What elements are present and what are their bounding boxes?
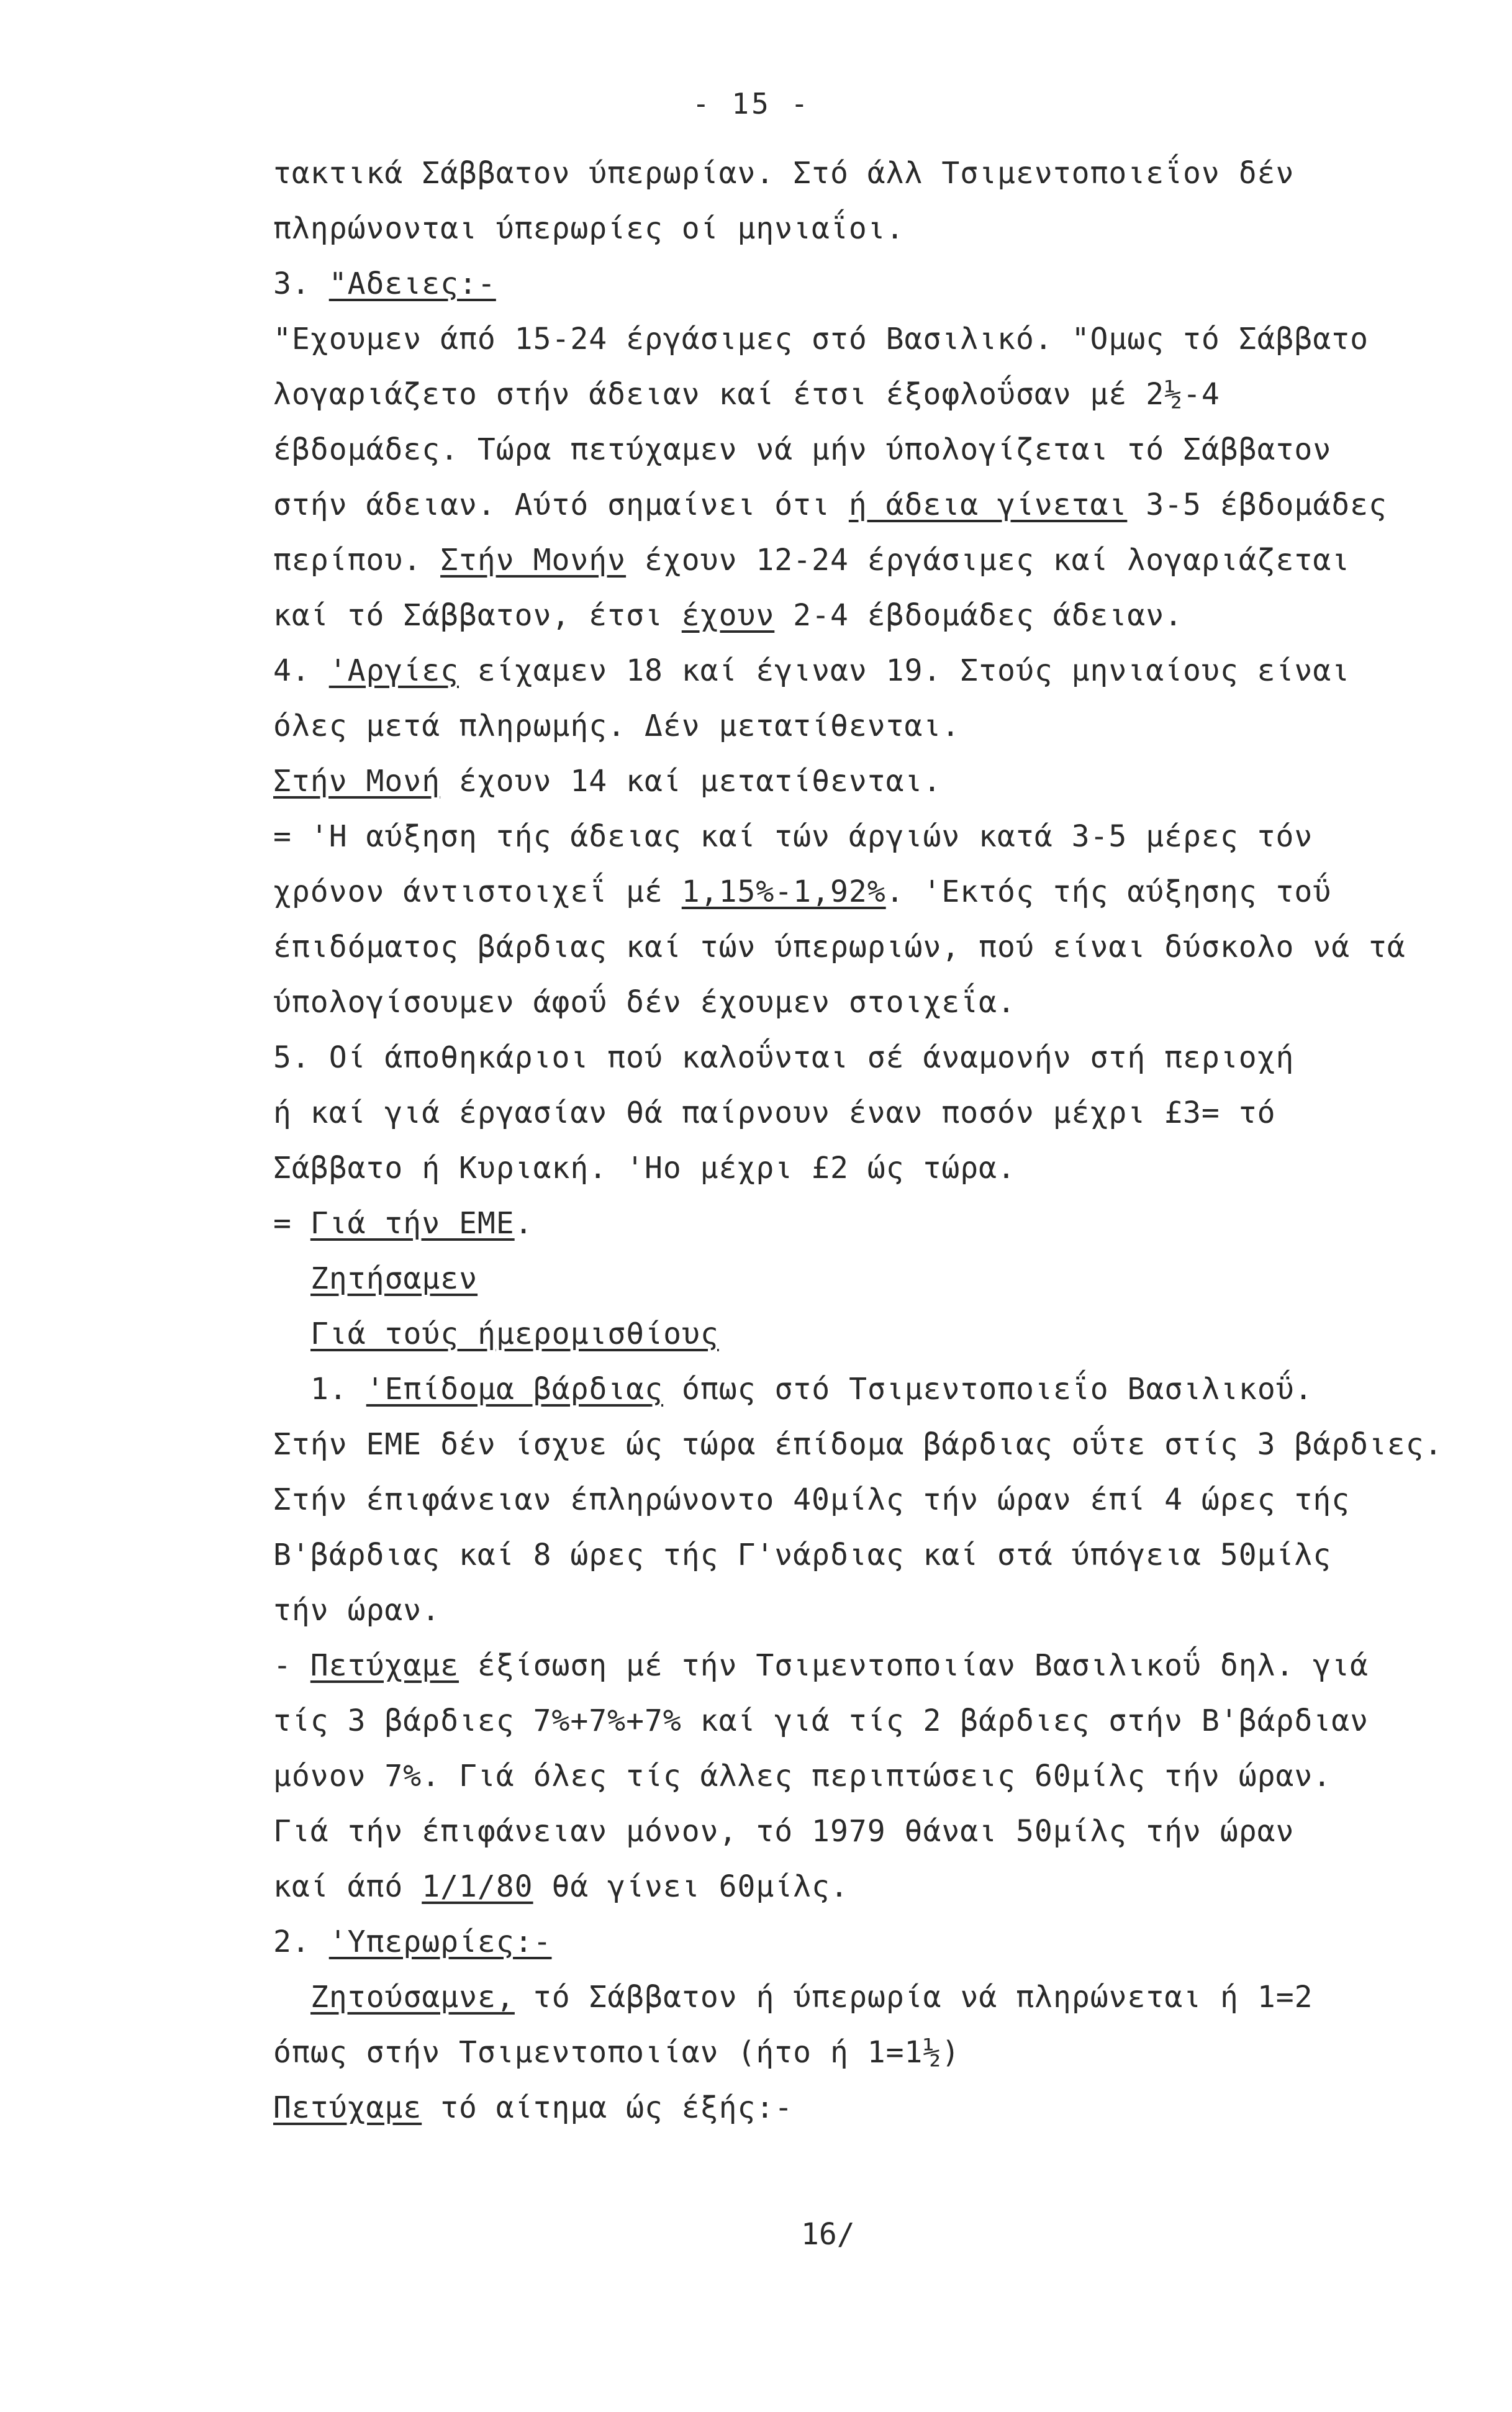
text-line <box>273 1307 1472 1362</box>
underlined-text: 'Υπερωρίες:- <box>328 1925 552 1959</box>
text-line <box>273 201 1472 256</box>
text-segment: 3. <box>273 266 329 301</box>
text-segment: μόνον 7%. Γιά όλες τίς άλλες περιπτώσεις 60μίλς τήν ώραν. <box>273 1759 1332 1793</box>
text-line <box>273 1086 1472 1141</box>
underlined-text: Στήν Μονή <box>273 764 441 799</box>
text-segment: . 'Εκτός τής αύξησης τοΰ <box>885 874 1332 909</box>
text-line <box>273 1915 1472 1970</box>
text-segment: "Εχουμεν άπό 15-24 έργάσιμες στό Βασιλικό. "Ομως τό Σάββατο <box>273 322 1369 356</box>
text-line <box>273 1472 1472 1528</box>
underlined-text: Ζητούσαμνε, <box>310 1980 515 2015</box>
text-segment: Β'βάρδιας καί 8 ώρες τής Γ'νάρδιας καί στά ύπόγεια 50μίλς <box>273 1538 1332 1572</box>
text-segment: 4. <box>273 653 329 688</box>
text-segment: Στήν ΕΜΕ δέν ίσχυε ώς τώρα έπίδομα βάρδιας οΰτε στίς 3 βάρδιες. <box>273 1427 1443 1462</box>
text-segment: χρόνον άντιστοιχεΐ μέ <box>273 874 682 909</box>
text-line <box>273 312 1472 367</box>
text-line <box>273 1030 1472 1086</box>
text-line <box>273 2025 1472 2080</box>
text-segment: έβδομάδες. Τώρα πετύχαμεν νά μήν ύπολογίζεται τό Σάββατον <box>273 432 1332 467</box>
underlined-text: 1/1/80 <box>422 1869 533 1904</box>
text-segment: = 'Η αύξηση τής άδειας καί τών άργιών κατά 3-5 μέρες τόν <box>273 819 1313 854</box>
text-line <box>273 146 1472 201</box>
text-segment: Σάββατο ή Κυριακή. 'Ηο μέχρι £2 ώς τώρα. <box>273 1151 1016 1186</box>
underlined-text: 'Αργίες <box>328 653 459 688</box>
text-segment: τακτικά Σάββατον ύπερωρίαν. Στό άλλ Τσιμεντοποιεΐον δέν <box>273 156 1295 191</box>
text-line <box>273 643 1472 699</box>
continuation-marker: 16/ <box>801 2217 855 2252</box>
underlined-text: 'Επίδομα βάρδιας <box>366 1372 664 1407</box>
text-line <box>273 1638 1472 1693</box>
underlined-text: έχουν <box>681 598 775 633</box>
text-segment: τό Σάββατον ή ύπερωρία νά πληρώνεται ή 1=2 <box>514 1980 1313 2015</box>
underlined-text: 1,15%-1,92% <box>681 874 886 909</box>
text-segment: περίπου. <box>273 543 441 578</box>
text-line <box>273 1583 1472 1638</box>
text-segment: πληρώνονται ύπερωρίες οί μηνιαΐοι. <box>273 211 905 246</box>
text-segment: ή καί γιά έργασίαν θά παίρνουν έναν ποσόν μέχρι £3= τό <box>273 1095 1276 1130</box>
underlined-text: Ζητήσαμεν <box>310 1261 478 1296</box>
text-segment: τήν ώραν. <box>273 1593 441 1628</box>
underlined-text: ή άδεια γίνεται <box>848 487 1128 522</box>
text-line <box>273 1362 1472 1417</box>
text-segment: είχαμεν 18 καί έγιναν 19. Στούς μηνιαίους είναι <box>459 653 1351 688</box>
text-segment: 3-5 έβδομάδες <box>1127 487 1387 522</box>
text-line <box>273 1859 1472 1915</box>
text-line <box>273 920 1472 975</box>
document-body <box>273 146 1472 2136</box>
text-line <box>273 533 1472 588</box>
underlined-text: "Αδειες:- <box>328 266 496 301</box>
text-segment: = <box>273 1206 310 1241</box>
text-segment: θά γίνει 60μίλς. <box>533 1869 849 1904</box>
text-line <box>273 1693 1472 1749</box>
text-line <box>273 1251 1472 1307</box>
text-line <box>273 1970 1472 2025</box>
text-segment: 2. <box>273 1925 329 1959</box>
text-line <box>273 2080 1472 2136</box>
underlined-text: Γιά τούς ήμερομισθίους <box>310 1317 719 1351</box>
text-segment: έπιδόματος βάρδιας καί τών ύπερωριών, πού είναι δύσκολο νά τά <box>273 930 1406 964</box>
text-line <box>273 1804 1472 1859</box>
text-segment: καί τό Σάββατον, έτσι <box>273 598 682 633</box>
text-line <box>273 1749 1472 1804</box>
text-segment: λογαριάζετο στήν άδειαν καί έτσι έξοφλοΰσαν μέ 2½-4 <box>273 377 1220 412</box>
text-segment: - <box>273 1648 310 1683</box>
text-segment: έχουν 12-24 έργάσιμες καί λογαριάζεται <box>626 543 1351 578</box>
text-segment: όλες μετά πληρωμής. Δέν μετατίθενται. <box>273 709 961 743</box>
text-line <box>273 809 1472 864</box>
text-line <box>273 478 1472 533</box>
text-line <box>273 1417 1472 1472</box>
text-line <box>273 864 1472 920</box>
text-segment: έξίσωση μέ τήν Τσιμεντοποιίαν Βασιλικοΰ δηλ. γιά <box>458 1648 1369 1683</box>
text-line <box>273 1528 1472 1583</box>
text-segment: στήν άδειαν. Αύτό σημαίνει ότι <box>273 487 849 522</box>
text-line <box>273 754 1472 809</box>
page-number: - 15 - <box>692 87 811 120</box>
text-segment: όπως στήν Τσιμεντοποιίαν (ήτο ή 1=1½) <box>273 2035 961 2070</box>
text-segment: Γιά τήν έπιφάνειαν μόνον, τό 1979 θάναι 50μίλς τήν ώραν <box>273 1814 1295 1849</box>
text-segment: τό αίτημα ώς έξής:- <box>422 2090 794 2125</box>
text-line <box>273 256 1472 312</box>
text-segment: τίς 3 βάρδιες 7%+7%+7% καί γιά τίς 2 βάρδιες στήν Β'βάρδιαν <box>273 1703 1369 1738</box>
text-segment: Στήν έπιφάνειαν έπληρώνοντο 40μίλς τήν ώραν έπί 4 ώρες τής <box>273 1482 1351 1517</box>
underlined-text: Στήν Μονήν <box>440 543 627 578</box>
text-line <box>273 1141 1472 1196</box>
text-line <box>273 699 1472 754</box>
text-segment: έχουν 14 καί μετατίθενται. <box>440 764 942 799</box>
text-segment: 2-4 έβδομάδες άδειαν. <box>774 598 1184 633</box>
text-segment: 1. <box>310 1372 366 1407</box>
underlined-text: Πετύχαμε <box>273 2090 422 2125</box>
text-line <box>273 422 1472 478</box>
text-segment: . <box>514 1206 533 1241</box>
text-segment: καί άπό <box>273 1869 422 1904</box>
text-line <box>273 1196 1472 1251</box>
text-segment: όπως στό Τσιμεντοποιεΐο Βασιλικοΰ. <box>663 1372 1313 1407</box>
text-line <box>273 367 1472 422</box>
text-segment: ύπολογίσουμεν άφοΰ δέν έχουμεν στοιχεΐα. <box>273 985 1016 1020</box>
underlined-text: Γιά τήν ΕΜΕ <box>310 1206 515 1241</box>
text-line <box>273 975 1472 1030</box>
text-segment: 5. Οί άποθηκάριοι πού καλοΰνται σέ άναμονήν στή περιοχή <box>273 1040 1295 1075</box>
text-line <box>273 588 1472 643</box>
underlined-text: Πετύχαμε <box>310 1648 459 1683</box>
